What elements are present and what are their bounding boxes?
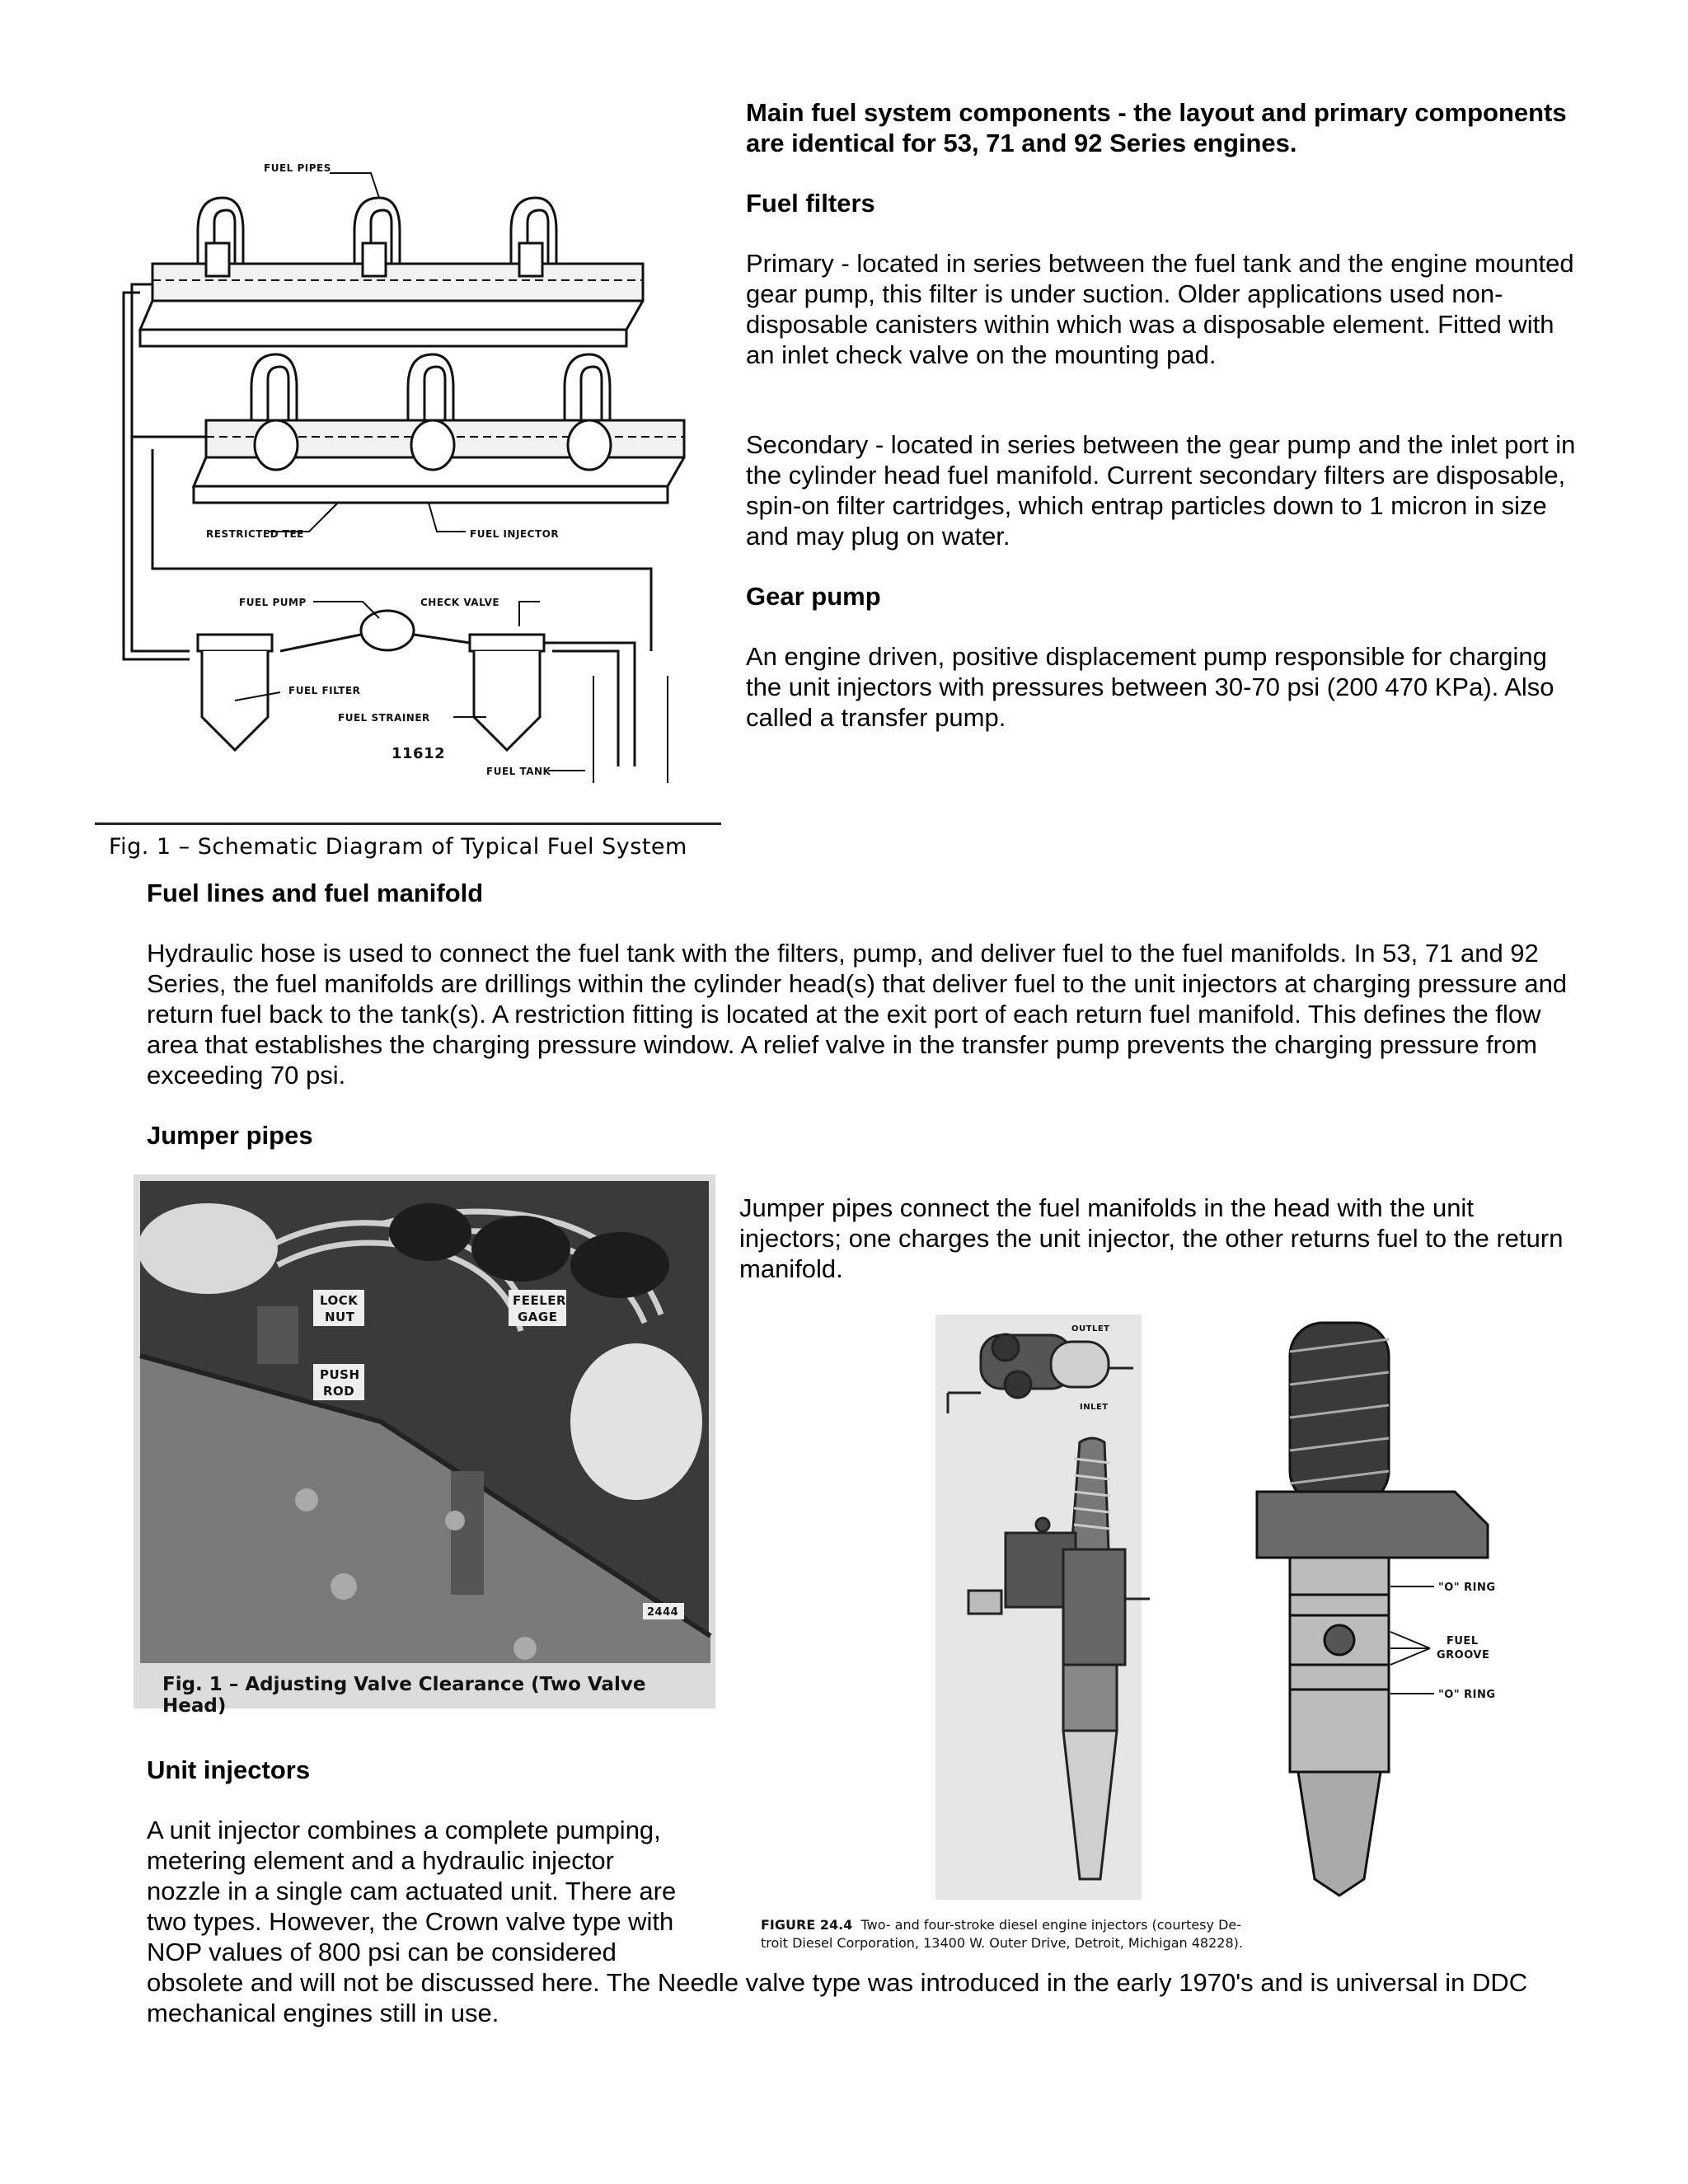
fuel-lines-paragraph: Hydraulic hose is used to connect the fuel tank with the filters, pump, and deliver fuel to the fuel manifolds. In 53, 71 and 92 Series, the fuel manifolds are drillings within the cylinder head(s) that deliver fuel to the unit injectors at charging pressure and return fuel back to the tank(s). A restriction fitting is located at the exit port of each return fuel manifold. This defines the flow area that establishes the charging pressure window. A relief valve in the transfer pump prevents the charging pressure from exceeding 70 psi. — [147, 939, 1568, 1090]
unit-injectors-section — [147, 1755, 1573, 2028]
main-components-title: Main fuel system components - the layout and primary components are identical for 53, 71 and 92 Series engines. — [746, 98, 1567, 157]
valve-photo-number: 2444 — [647, 1606, 679, 1619]
injector-figure-label: FIGURE 24.4 — [761, 1917, 853, 1933]
injector-label-outlet: OUTLET — [1071, 1324, 1110, 1333]
figure1-rule — [95, 823, 721, 825]
label-restricted-tee: RESTRICTED TEE — [206, 528, 304, 540]
valve-label-rod: ROD — [323, 1384, 355, 1399]
injector-caption-line1: Two- and four-stroke diesel engine injectors (courtesy De- — [860, 1917, 1242, 1933]
secondary-filter-paragraph: Secondary - located in series between the gear pump and the inlet port in the cylinder head fuel manifold. Current secondary filters are disposable, spin-on filter cartridges, which entrap particles down to 1 micron in size and may plug on water. — [746, 430, 1576, 551]
unit-injectors-line-5: NOP values of 800 psi can be considered — [147, 1938, 617, 1966]
unit-injectors-tail: obsolete and will not be discussed here. The Needle valve type was introduced in the early 1970's and is universal in DDC mechanical engines still in use. — [147, 1968, 1528, 2027]
label-fuel-strainer: FUEL STRAINER — [338, 712, 430, 724]
fuel-lines-heading: Fuel lines and fuel manifold — [147, 879, 484, 907]
gear-pump-heading: Gear pump — [746, 582, 881, 611]
label-fuel-pump: FUEL PUMP — [239, 597, 307, 608]
valve-label-feeler: FEELER — [513, 1293, 567, 1308]
label-fuel-filter: FUEL FILTER — [288, 685, 361, 696]
label-check-valve: CHECK VALVE — [420, 597, 500, 608]
unit-injectors-line-4: two types. However, the Crown valve type with — [147, 1907, 674, 1936]
unit-injectors-line-3: nozzle in a single cam actuated unit. There are — [147, 1877, 677, 1905]
primary-filter-paragraph: Primary - located in series between the fuel tank and the engine mounted gear pump, this filter is under suction. Older applications used non-disposable canisters within which was a disposable element. Fitted with an inlet check valve on the mounting pad. — [746, 249, 1574, 369]
injector-caption-line2: troit Diesel Corporation, 13400 W. Outer Drive, Detroit, Michigan 48228). — [761, 1935, 1243, 1951]
valve-clearance-photo — [134, 1174, 715, 1717]
injector-label-inlet: INLET — [1080, 1403, 1109, 1412]
label-fuel-injector: FUEL INJECTOR — [470, 528, 560, 540]
main-components-section — [746, 97, 1578, 733]
valve-photo-drawing — [134, 1174, 715, 1669]
unit-injectors-line-2: metering element and a hydraulic injector — [147, 1846, 614, 1875]
unit-injectors-line-1: A unit injector combines a complete pumping, — [147, 1816, 661, 1844]
injector-label-fuel: FUEL — [1447, 1635, 1479, 1647]
unit-injectors-narrow-text — [147, 1815, 1573, 1967]
fuel-filters-heading: Fuel filters — [746, 189, 875, 218]
fuel-system-schematic — [91, 140, 717, 799]
label-fuel-pipes: FUEL PIPES — [264, 162, 331, 174]
injector-label-o-ring-bottom: "O" RING — [1438, 1689, 1496, 1701]
label-fuel-tank: FUEL TANK — [486, 766, 551, 777]
gear-pump-paragraph: An engine driven, positive displacement pump responsible for charging the unit injectors with pressures between 30-70 psi (200 470 KPa). Also called a transfer pump. — [746, 642, 1554, 732]
valve-label-push: PUSH — [320, 1367, 360, 1382]
valve-photo-caption: Fig. 1 – Adjusting Valve Clearance (Two Valve Head) — [162, 1674, 646, 1717]
injector-label-o-ring-top: "O" RING — [1438, 1582, 1496, 1594]
fuel-lines-section — [147, 878, 1573, 1151]
jumper-pipes-paragraph: Jumper pipes connect the fuel manifolds in the head with the unit injectors; one charges the unit injector, the other returns fuel to the return manifold. — [739, 1193, 1564, 1283]
unit-injectors-heading: Unit injectors — [147, 1755, 311, 1784]
valve-label-gage: GAGE — [518, 1310, 558, 1324]
valve-label-nut: NUT — [325, 1310, 355, 1324]
schematic-drawing — [91, 140, 717, 799]
figure1-caption: Fig. 1 – Schematic Diagram of Typical Fuel System — [109, 834, 687, 860]
jumper-pipes-text — [739, 1193, 1572, 1284]
injector-label-groove: GROOVE — [1437, 1649, 1490, 1661]
label-figure-number: 11612 — [392, 745, 446, 762]
jumper-pipes-heading: Jumper pipes — [147, 1121, 313, 1150]
valve-label-lock: LOCK — [320, 1293, 359, 1308]
